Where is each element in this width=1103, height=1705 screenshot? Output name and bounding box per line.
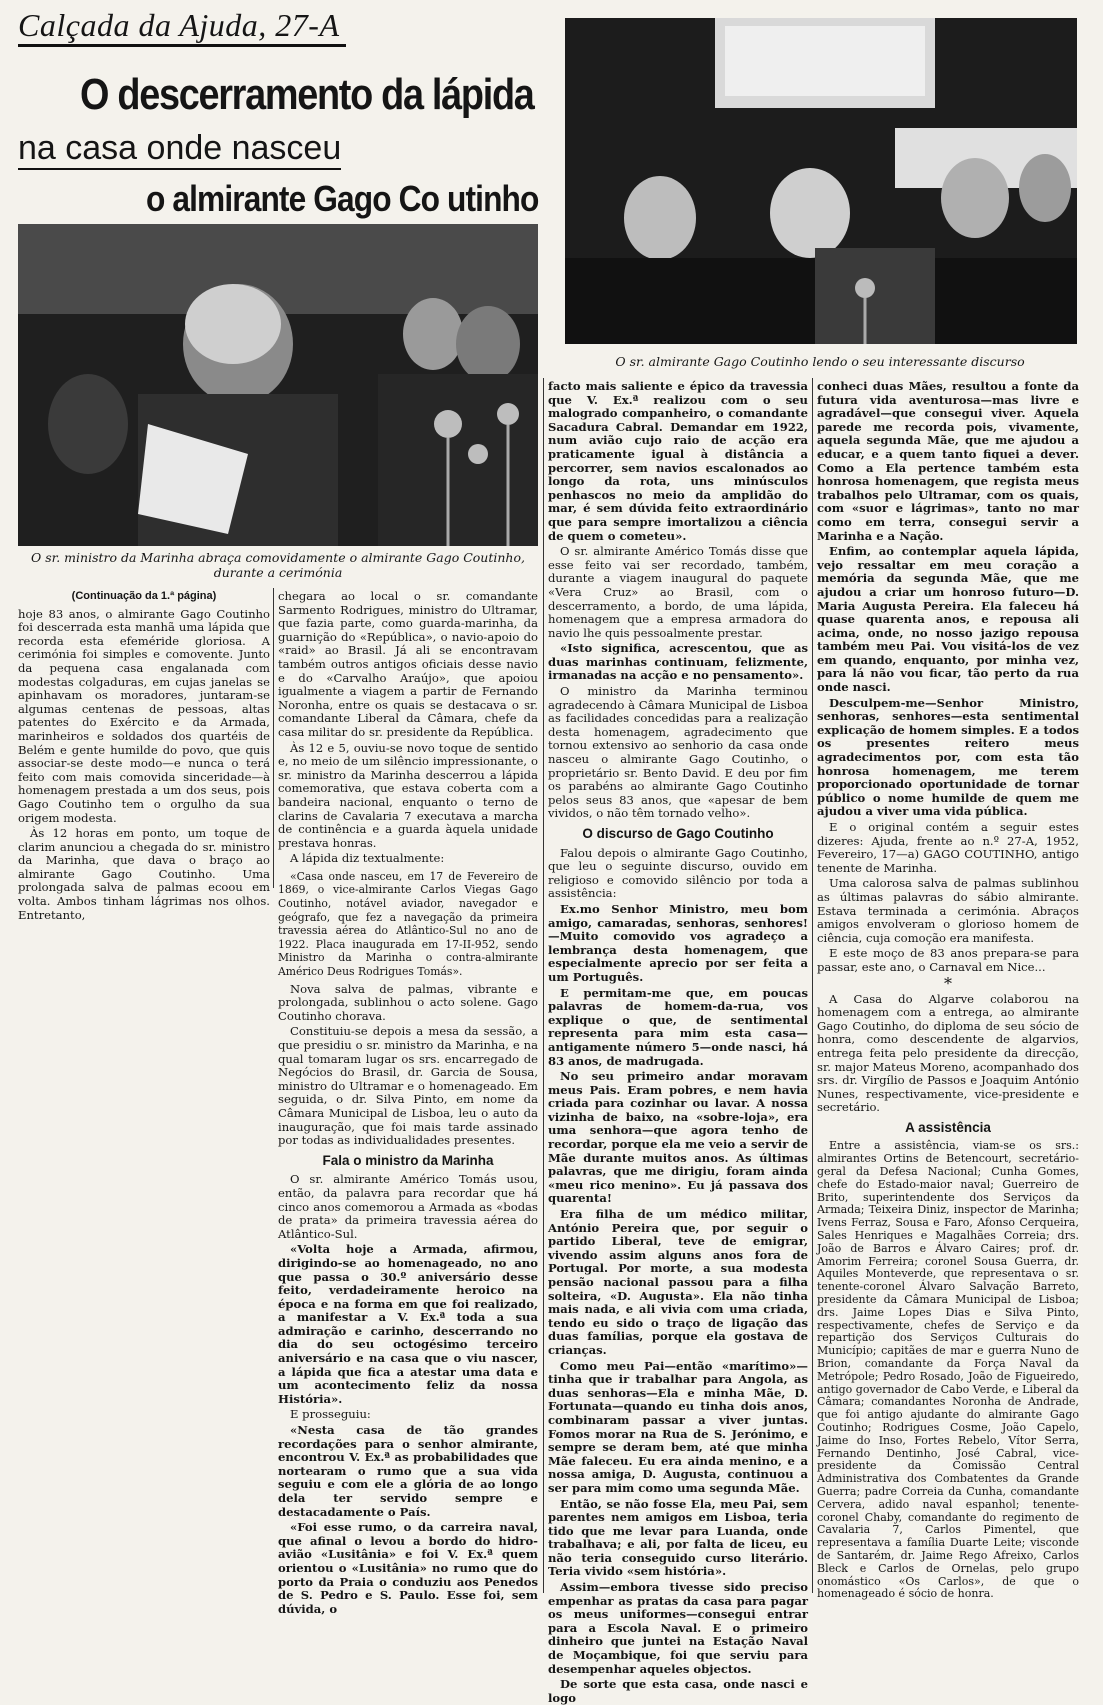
- paragraph: «Nesta casa de tão grandes recordações para o senhor almirante, encontrou V. Ex.ª as probabilidades que nortearam o rumo que a sua vida seguiu e com ele a glória de ao longo dela ter servido sempre e destacadamente o País.: [278, 1423, 538, 1519]
- kicker-title: Calçada da Ajuda, 27-A: [18, 6, 346, 47]
- paragraph: Falou depois o almirante Gago Coutinho, que leu o seguinte discurso, ouvido em religioso e comovido silêncio por toda a assistência:: [548, 845, 808, 901]
- paragraph: E prosseguiu:: [290, 1407, 371, 1422]
- paragraph: A lápida diz textualmente:: [290, 851, 445, 866]
- paragraph: O ministro da Marinha terminou agradecendo à Câmara Municipal de Lisboa as facilidades concedidas para a realização desta homenagem, agradecimento que tornou extensivo ao senhorio da casa onde nasceu o almirante Gago Coutinho, o proprietário sr. Bento David. E deu por fim os parabéns ao almirante Gago Coutinho pelos seus 83 anos, que «apesar de bem vividos, o não têm tornado velho».: [548, 684, 808, 821]
- paragraph: hoje 83 anos, o almirante Gago Coutinho foi descerrada esta manhã uma lápida que recorda esta efeméride gloriosa. A cerimónia foi simples e comovente. Junto da pequena casa engalanada com modestas colgaduras, em cujas janelas se apinhavam os moradores, juntaram-se algumas centenas de pessoas, altas patentes do Exército e da Armada, marinheiros e soldados dos quartéis de Belém e gente humilde do povo, que quis associar-se deste modo—e nunca o terá feito com mais comovida sinceridade—à homenagem prestada a um dos seus, pois Gago Coutinho tem o orgulho da sua origem modesta.: [18, 606, 270, 825]
- headline: O descerramento da lápida: [80, 70, 534, 119]
- separator-star: *: [944, 973, 952, 993]
- paragraph: E o original contém a seguir estes dizeres: Ajuda, frente ao n.º 27-A, 1952, Fevereiro, 17—a) GAGO COUTINHO, antigo tenente de Marinha.: [817, 820, 1079, 875]
- speech-photo-icon: [565, 18, 1077, 344]
- subheadline-line1: na casa onde nasceu: [18, 128, 341, 170]
- paragraph: Entre a assistência, viam-se os srs.: almirantes Ortins de Betencourt, secretário-geral da Defesa Nacional; Cunha Gomes, chefe do Estado-maior naval; Guerreiro de Brito, superintendente dos Serviços da Armada; Teixeira Diniz, inspector de Marinha; Ivens Ferraz, Sousa e Faro, Afonso Cerqueira, Sales Henriques e Magalhães Correia; drs. João de Barros e Álvaro Caires; prof. dr. Amorim Ferreira; coronel Sousa Guerra, dr. Aquiles Monteverde, que representava o sr. tenente-coronel Álvaro Salvação Barreto, presidente da Câmara Municipal de Lisboa; drs. Jaime Lopes Dias e Silva Pinto, respectivamente, chefes de Serviço e da repartição dos Serviços Culturais do Município; capitães de mar e guerra Nuno de Brion, comandante da Força Naval da Metrópole; Pedro Rosado, João de Figueiredo, antigo governador de Cabo Verde, e Liberal da Câmara; comandantes Noronha de Andrade, que foi antigo ajudante do almirante Gago Coutinho; Rodrigues Cosme, João Capelo, Jaime do Inso, Fortes Rebelo, Vítor Serra, Fernando Dentinho, José Cabral, vice-presidente da Comissão Central Administrativa dos Combatentes da Grande Guerra; padre Correia da Cunha, comandante Cervera, adido naval espanhol; tenente-coronel Chaby, comandante do regimento de Cavalaria 7, Carlos Pimentel, que representava a família Duarte Leite; visconde de Santarém, dr. Jaime Rego Afreixo, Carlos Bleck e Carlos de Ornelas, pelo grupo onomástico «Os Carlos», de que o homenageado é sócio de honra.: [817, 1139, 1079, 1601]
- paragraph: Constituiu-se depois a mesa da sessão, a que presidiu o sr. ministro da Marinha, e na qual tomaram lugar os srs. encarregado de Negócios do Brasil, dr. Garcia de Sousa, ministro do Ultramar e o homenageado. Em seguida, o dr. Silva Pinto, em nome da Câmara Municipal de Lisboa, leu o auto da inauguração, que foi mais tarde assinado por todas as individualidades presentes.: [278, 1024, 538, 1148]
- photo-caption-right: O sr. almirante Gago Coutinho lendo o seu interessante discurso: [615, 354, 1025, 369]
- paragraph: Assim—embora tivesse sido preciso empenhar as pratas da casa para pagar os meus uniformes—consegui entrar para a Escola Naval. E o primeiro dinheiro que juntei na Estação Naval de Moçambique, foi que serviu para desempenhar aqueles objectos.: [548, 1580, 808, 1676]
- plaque-inscription: «Casa onde nasceu, em 17 de Fevereiro de 1869, o vice-almirante Carlos Viegas Gago Coutinho, notável aviador, navegador e geógrafo, que fez a navegação da primeira travessia aérea do Atlântico-Sul no ano de 1922. Placa inaugurada em 17-II-952, sendo Ministro da Marinha o contra-almirante Américo Deus Rodrigues Tomás».: [278, 869, 538, 979]
- paragraph: «Volta hoje a Armada, afirmou, dirigindo-se ao homenageado, no ano que passa o 30.º aniversário desse feito, verdadeiramente heroico na época e na forma em que foi realizado, a manifestar a V. Ex.ª toda a sua admiração e carinho, descerrando no dia do seu octogésimo terceiro aniversário e na casa que o viu nascer, a lápida que fica a atestar uma data e um acontecimento feliz da nossa História».: [278, 1242, 538, 1406]
- paragraph: O sr. almirante Américo Tomás usou, então, da palavra para recordar que há cinco anos comemorou a Armada as «bodas de prata» da primeira travessia aérea do Atlântico-Sul.: [278, 1172, 538, 1241]
- paragraph: De sorte que esta casa, onde nasci e logo: [548, 1677, 808, 1705]
- article-column-2: [278, 589, 538, 1616]
- paragraph: Então, se não fosse Ela, meu Pai, sem parentes nem amigos em Lisboa, teria tido que me levar para Luanda, onde trabalhava; e ali, por falta de liceu, eu não teria conseguido curso literário. Teria vivido «sem história».: [548, 1496, 808, 1579]
- crowd-photo-icon: [18, 224, 538, 546]
- section-heading-audience: A assistência: [905, 1119, 991, 1135]
- photo-caption-left: O sr. ministro da Marinha abraça comovidamente o almirante Gago Coutinho, durante a cerimónia: [31, 550, 525, 580]
- continuation-note: (Continuação da 1.ª página): [71, 590, 217, 602]
- paragraph: O sr. almirante Américo Tomás disse que esse feito vai ser recordado, também, durante a viagem inaugural do paquete «Vera Cruz» ao Brasil, com o descerramento, a bordo, de uma lápida, homenagem que a empresa armadora do navio lhe quis pessoalmente prestar.: [548, 544, 808, 640]
- paragraph: Às 12 horas em ponto, um toque de clarim anunciou a chegada do sr. ministro da Marinha, que dava o braço ao almirante Gago Coutinho. Uma prolongada salva de palmas ecoou em volta. Ambos tinham lágrimas nos olhos. Entretanto,: [18, 826, 270, 922]
- article-column-1: [18, 590, 270, 922]
- paragraph: «Foi esse rumo, o da carreira naval, que afinal o levou a bordo do hidro-avião «Lusitânia» e foi V. Ex.ª quem orientou o «Lusitânia» no rumo que do porto da Praia o conduziu aos Penedos de S. Pedro e S. Paulo. Esse foi, sem dúvida, o: [278, 1520, 538, 1616]
- paragraph: Como meu Pai—então «marítimo»—tinha que ir trabalhar para Angola, as duas senhoras—Ela e minha Mãe, D. Fortunata—quando eu tinha dois anos, combinaram passar a viver juntas. Fomos morar na Rua de S. Jerónimo, e sempre se deram bem, até que minha Mãe faleceu. Eu era ainda menino, e a nossa amiga, D. Augusta, continuou a ser para mim como uma segunda Mãe.: [548, 1358, 808, 1495]
- paragraph: conheci duas Mães, resultou a fonte da futura vida aventurosa—mas livre e agradável—que consegui viver. Aquela parede me recorda pois, vivamente, aquela segunda Mãe, que me ajudou a educar, e a quem tanto fiquei a dever. Como a Ela pertence também esta honrosa homenagem, que regista meus trabalhos pelo Ultramar, com os quais, com «suor e lágrimas», tanto no mar como em terra, consegui servir a Marinha e a Nação.: [817, 379, 1079, 543]
- paragraph: facto mais saliente e épico da travessia que V. Ex.ª realizou com o seu malogrado companheiro, o comandante Sacadura Cabral. Demandar em 1922, num avião cujo raio de acção era praticamente igual à distância a percorrer, sem navios escalonados ao longo da rota, uns minúsculos penhascos no meio da amplidão do mar, é sem dúvida feito extraordinário que para sempre imortalizou a ciência de quem o cometeu».: [548, 379, 808, 543]
- paragraph: «Isto significa, acrescentou, que as duas marinhas continuam, felizmente, irmanadas na acção e no pensamento».: [548, 641, 808, 683]
- paragraph: Enfim, ao contemplar aquela lápida, vejo ressaltar em meu coração a memória da segunda Mãe, que me ajudou a criar um honroso futuro—D. Maria Augusta Pereira. Ela faleceu há quase quarenta anos, e repousa ali acima, onde, no nosso jazigo repousa também meu Pai. Vou visitá-los de vez em quando, enquanto, por minha vez, para lá não vou ficar, tão perto da rua onde nasci.: [817, 544, 1079, 695]
- paragraph: Às 12 e 5, ouviu-se novo toque de sentido e, no meio de um silêncio impressionante, o sr. ministro da Marinha descerrou a lápida comemorativa, que estava coberta com a bandeira nacional, enquanto o terno de clarins de Cavalaria 7 executava a marcha de continência e a guarda àquela unidade prestava honras.: [278, 740, 538, 850]
- paragraph: E este moço de 83 anos prepara-se para passar, este ano, o Carnaval em Nice...: [817, 946, 1079, 974]
- paragraph: No seu primeiro andar moravam meus Pais. Eram pobres, e nem havia criada para cozinhar ou lavar. A nossa vizinha de baixo, na «sobre-loja», era uma senhora—que agora tenho de recordar, porque ela me veio a servir de Mãe durante muitos anos. As últimas palavras, que me dirigiu, foram ainda «meu rico menino». Eu já passava dos quarenta!: [548, 1069, 808, 1206]
- column-rule: [812, 378, 813, 1593]
- column-rule: [273, 588, 274, 888]
- article-column-3: [548, 379, 808, 1705]
- subheadline-line2: o almirante Gago Co utinho: [146, 178, 539, 219]
- paragraph: Uma calorosa salva de palmas sublinhou as últimas palavras do sábio almirante. Estava terminada a cerimónia. Abraços amigos envolveram o glorioso homem de ciência, cuja comoção era manifesta.: [817, 876, 1079, 945]
- paragraph: Era filha de um médico militar, António Pereira que, por seguir o partido Liberal, teve de emigrar, vivendo assim alguns anos fora de Portugal. Por morte, a sua modesta pensão nacional passou para a filha solteira, «D. Augusta». Ela não tinha mais nada, e ali vivia com uma criada, tendo eu sido o traço de ligação das duas famílias, porque ela gostava de crianças.: [548, 1207, 808, 1357]
- article-column-4: [817, 379, 1079, 1601]
- paragraph: chegara ao local o sr. comandante Sarmento Rodrigues, ministro do Ultramar, que fazia parte, como guarda-marinha, da guarnição do «República», o navio-apoio do «raid» ao Brasil. Já ali se encontravam também outros antigos oficiais desse navio e do «Carvalho Araújo», que apoiou igualmente a viagem a partir de Fernando Noronha, entre os quais se destacava o sr. comandante Liberal da Câmara, chefe da casa militar do sr. presidente da República.: [278, 589, 538, 739]
- paragraph: A Casa do Algarve colaborou na homenagem com a entrega, ao almirante Gago Coutinho, do diploma de seu sócio de honra, como descendente de algarvios, entrega feita pelo presidente da direcção, sr. major Mateus Moreno, acompanhado dos srs. dr. Virgílio de Passos e Joaquim António Nunes, respectivamente, vice-presidente e secretário.: [817, 991, 1079, 1115]
- paragraph: Ex.mo Senhor Ministro, meu bom amigo, camaradas, senhoras, senhores!—Muito comovido vos agradeço a lembrança desta homenagem, que especialmente aprecio por ser feita a um Português.: [548, 901, 808, 984]
- paragraph: Nova salva de palmas, vibrante e prolongada, sublinhou o acto solene. Gago Coutinho chorava.: [278, 981, 538, 1023]
- section-heading-minister: Fala o ministro da Marinha: [322, 1152, 494, 1168]
- photo-minister-embrace: [18, 224, 538, 546]
- column-rule: [543, 378, 544, 1593]
- paragraph: Desculpem-me—Senhor Ministro, senhoras, senhores—esta sentimental explicação de homem simples. E a todos os presentes reitero meus agradecimentos por, com esta tão honrosa homenagem, me terem proporcionado oportunidade de tornar público o nome humilde de quem me ajudou a viver uma vida pública.: [817, 695, 1079, 819]
- section-heading-speech: O discurso de Gago Coutinho: [582, 826, 774, 841]
- paragraph: E permitam-me que, em poucas palavras de homem-da-rua, vos explique o que, de sentimental representa para mim esta casa—antigamente número 5—onde nasci, há 83 anos, de madrugada.: [548, 985, 808, 1068]
- photo-coutinho-speech: [565, 18, 1077, 344]
